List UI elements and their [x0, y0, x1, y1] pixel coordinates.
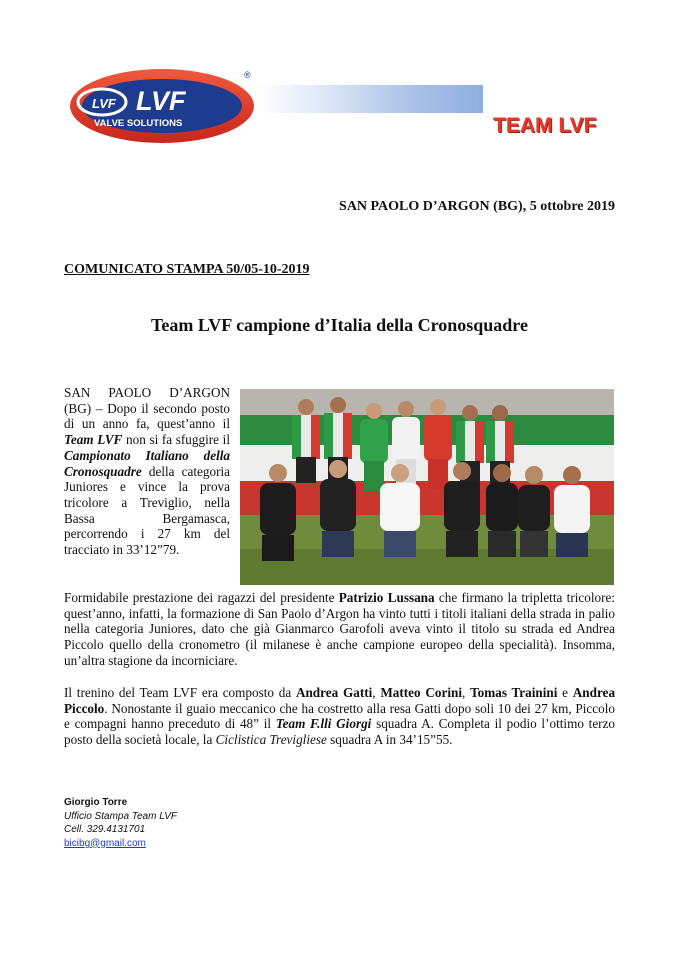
lead-paragraph	[64, 385, 230, 558]
header-gradient-band	[256, 85, 483, 113]
rider-name: Matteo Corini	[380, 685, 462, 700]
registered-mark: ®	[244, 70, 251, 80]
signature-email-link[interactable]: bicibg@gmail.com	[64, 837, 146, 849]
paragraph-text: Formidabile prestazione dei ragazzi del presidente	[64, 590, 339, 605]
signature-block	[64, 796, 177, 850]
local-club-name: Ciclistica Trevigliese	[215, 732, 327, 748]
paragraph-text: Il trenino del Team LVF era composto da	[64, 685, 296, 700]
body-paragraph-results	[64, 590, 615, 669]
lvf-logo	[70, 64, 260, 146]
team-photo-illustration	[240, 389, 614, 585]
team-name-emphasis: Team LVF	[64, 432, 123, 448]
lead-text: della categoria Juniores e vince la prova tricolore a Treviglio, nella Bassa Bergamasca, percorrendo i 27 km del tracciato in 33’12”79.	[64, 463, 230, 558]
rider-name: Andrea Piccolo	[64, 685, 616, 716]
paragraph-text: squadra A. Completa il podio l’ottimo terzo posto della società locale, la	[64, 716, 616, 748]
press-release-reference: COMUNICATO STAMPA 50/05-10-2019	[64, 262, 310, 277]
logo-mark-letters: LVF	[92, 96, 116, 111]
dateline: SAN PAOLO D’ARGON (BG), 5 ottobre 2019	[339, 199, 615, 214]
lvf-logo-graphic	[70, 64, 260, 146]
lead-text: SAN PAOLO D’ARGON (BG) – Dopo il secondo posto di un anno fa, quest’anno il	[64, 385, 230, 432]
paragraph-text: . Nonostante il guaio meccanico che ha costretto alla resa Gatti dopo soli 10 dei 27 km, Piccolo e compagni hanno preceduto di 48” il	[64, 700, 615, 732]
championship-emphasis: Campionato Italiano della Cronosquadre	[64, 447, 230, 479]
paragraph-text: ,	[372, 685, 381, 700]
rider-name: Andrea Gatti	[295, 685, 373, 700]
logo-tagline: VALVE SOLUTIONS	[94, 118, 183, 129]
paragraph-text: squadra A in 34’15”55.	[326, 732, 453, 748]
paragraph-text: ,	[462, 685, 471, 700]
body-paragraph-team	[64, 685, 615, 748]
team-photo	[240, 389, 614, 585]
paragraph-text: e	[557, 685, 573, 700]
signature-phone: Cell. 329.4131701	[64, 824, 146, 835]
team-lvf-logo: TEAM LVF	[493, 114, 597, 137]
signature-name: Giorgio Torre	[64, 797, 128, 808]
rival-team-name: Team F.lli Giorgi	[275, 716, 372, 732]
logo-brand-text: LVF	[136, 86, 186, 116]
lead-text: non si fa sfuggire il	[122, 432, 230, 448]
president-name: Patrizio Lussana	[338, 590, 435, 605]
headline: Team LVF campione d’Italia della Cronosquadre	[151, 315, 528, 335]
rider-name: Tomas Trainini	[470, 685, 558, 700]
signature-role: Ufficio Stampa Team LVF	[64, 810, 178, 822]
paragraph-text: che firmano la tripletta tricolore: quest’anno, infatti, la formazione di San Paolo d’Argon ha vinto tutti i titoli italiani della strada in palio nella categoria Juniores, dato che già Gianmarco Garofoli aveva vinto il titolo su strada ed Andrea Piccolo quello della cronometro (il milanese è anche campione europeo della specialità). Insomma, un’altra stagione da incorniciare.	[64, 590, 615, 668]
